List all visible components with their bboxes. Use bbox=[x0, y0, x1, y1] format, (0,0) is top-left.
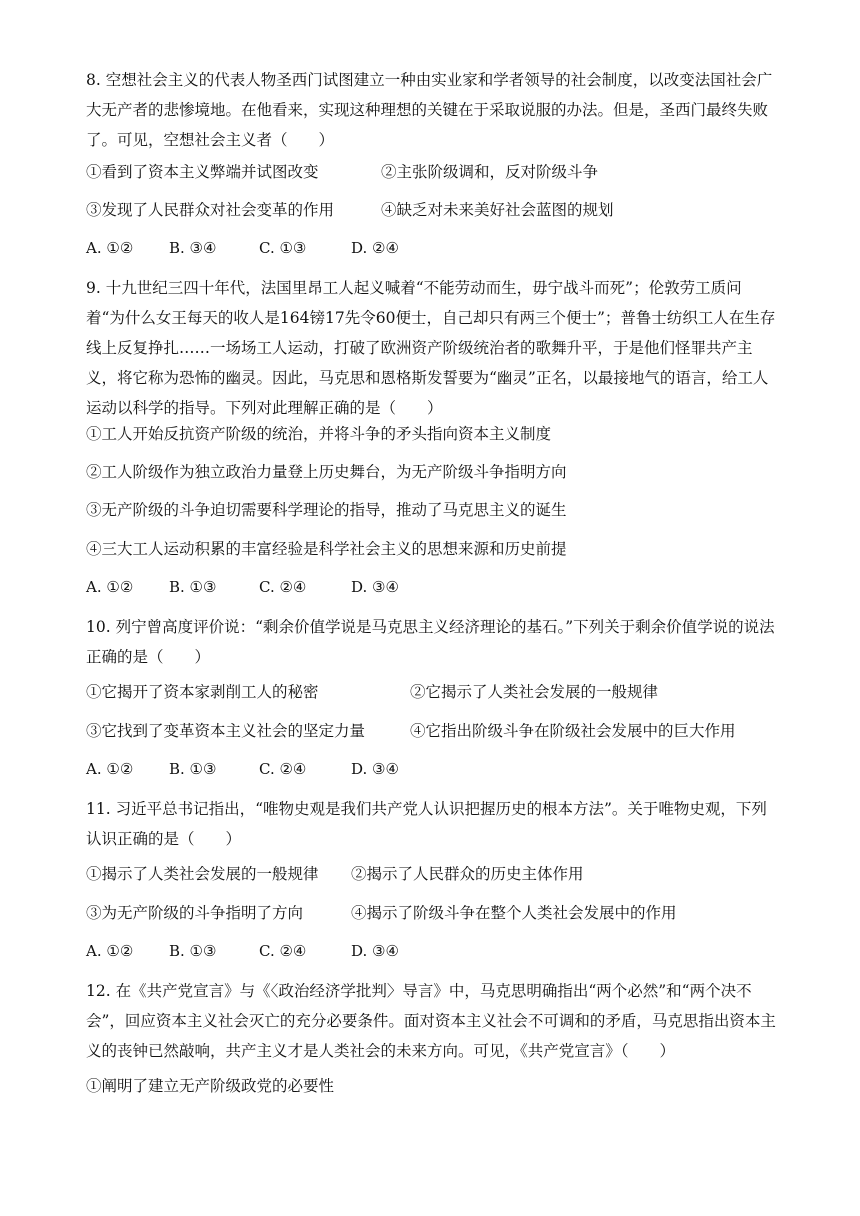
question-9-option-3: ③无产阶级的斗争迫切需要科学理论的指导，推动了马克思主义的诞生 bbox=[86, 501, 567, 519]
question-11-answer-d[interactable]: D. ③④ bbox=[351, 942, 399, 960]
question-10-answer-a[interactable]: A. ①② bbox=[86, 760, 134, 778]
question-8-answer-a[interactable]: A. ①② bbox=[86, 239, 134, 257]
question-8-answer-c[interactable]: C. ①③ bbox=[259, 239, 307, 257]
question-12-stem: 12. 在《共产党宣言》与《〈政治经济学批判〉导言》中，马克思明确指出“两个必然”和“两个决不会”，回应资本主义社会灭亡的充分必要条件。面对资本主义社会不可调和的矛盾，马克思指出资本主义的丧钟已然敲响，共产主义才是人类社会的未来方向。可见，《共产党宣言》（ ） bbox=[86, 982, 776, 1060]
question-8-answer-b[interactable]: B. ③④ bbox=[169, 239, 217, 257]
question-11-option-2: ②揭示了人民群众的历史主体作用 bbox=[351, 865, 584, 883]
question-9-stem: 9. 十九世纪三四十年代，法国里昂工人起义喊着“不能劳动而生，毋宁战斗而死”；伦敦劳工质问着“为什么女王每天的收人是164镑17先令60便士，自己却只有两三个便士”；普鲁士纺织工人在生存线上反复挣扎……一场场工人运动，打破了欧洲资产阶级统治者的歌舞升平，于是他们怪罪共产主义，将它称为恐怖的幽灵。因此，马克思和恩格斯发誓要为“幽灵”正名，以最接地气的语言，给工人运动以科学的指导。下列对此理解正确的是（ ） bbox=[86, 279, 776, 417]
question-8-option-2: ②主张阶级调和，反对阶级斗争 bbox=[381, 163, 599, 181]
question-10-answer-d[interactable]: D. ③④ bbox=[351, 760, 399, 778]
question-8-option-3: ③发现了人民群众对社会变革的作用 bbox=[86, 201, 335, 219]
question-11-option-1: ①揭示了人类社会发展的一般规律 bbox=[86, 865, 319, 883]
question-9-answer-a[interactable]: A. ①② bbox=[86, 578, 134, 596]
question-10-stem: 10. 列宁曾高度评价说：“剩余价值学说是马克思主义经济理论的基石。”下列关于剩余价值学说的说法正确的是（ ） bbox=[86, 618, 775, 666]
question-9-answer-b[interactable]: B. ①③ bbox=[169, 578, 217, 596]
question-11-option-4: ④揭示了阶级斗争在整个人类社会发展中的作用 bbox=[351, 904, 677, 922]
question-9-answer-c[interactable]: C. ②④ bbox=[259, 578, 307, 596]
question-9-option-4: ④三大工人运动积累的丰富经验是科学社会主义的思想来源和历史前提 bbox=[86, 540, 567, 558]
question-9-option-1: ①工人开始反抗资产阶级的统治，并将斗争的矛头指向资本主义制度 bbox=[86, 425, 552, 443]
question-10-answer-c[interactable]: C. ②④ bbox=[259, 760, 307, 778]
question-11-answer-b[interactable]: B. ①③ bbox=[169, 942, 217, 960]
question-9-option-2: ②工人阶级作为独立政治力量登上历史舞台，为无产阶级斗争指明方向 bbox=[86, 463, 567, 481]
question-11-option-3: ③为无产阶级的斗争指明了方向 bbox=[86, 904, 304, 922]
question-10-option-1: ①它揭开了资本家剥削工人的秘密 bbox=[86, 683, 319, 701]
question-9-answer-d[interactable]: D. ③④ bbox=[351, 578, 399, 596]
question-8-option-1: ①看到了资本主义弊端并试图改变 bbox=[86, 163, 319, 181]
question-10-option-4: ④它指出阶级斗争在阶级社会发展中的巨大作用 bbox=[410, 722, 736, 740]
question-11-stem: 11. 习近平总书记指出，“唯物史观是我们共产党人认识把握历史的根本方法”。关于唯物史观，下列认识正确的是（ ） bbox=[86, 800, 767, 848]
question-10-option-2: ②它揭示了人类社会发展的一般规律 bbox=[410, 683, 659, 701]
question-11-answer-a[interactable]: A. ①② bbox=[86, 942, 134, 960]
question-11-answer-c[interactable]: C. ②④ bbox=[259, 942, 307, 960]
question-12-option-1: ①阐明了建立无产阶级政党的必要性 bbox=[86, 1077, 335, 1095]
question-8-answer-d[interactable]: D. ②④ bbox=[351, 239, 399, 257]
question-10-option-3: ③它找到了变革资本主义社会的坚定力量 bbox=[86, 722, 366, 740]
question-10-answer-b[interactable]: B. ①③ bbox=[169, 760, 217, 778]
question-8-option-4: ④缺乏对未来美好社会蓝图的规划 bbox=[381, 201, 614, 219]
question-8-stem: 8. 空想社会主义的代表人物圣西门试图建立一种由实业家和学者领导的社会制度，以改变法国社会广大无产者的悲惨境地。在他看来，实现这种理想的关键在于采取说服的办法。但是，圣西门最终失败了。可见，空想社会主义者（ ） bbox=[86, 71, 773, 149]
